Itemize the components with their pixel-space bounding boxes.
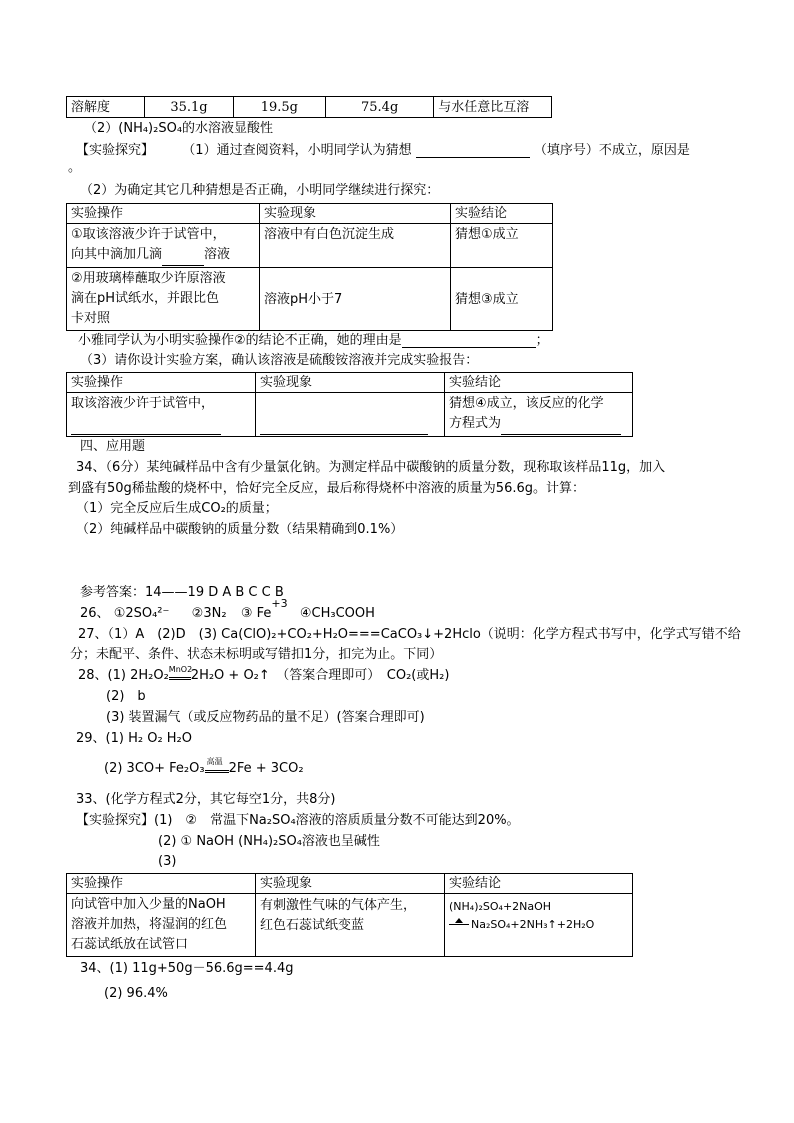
t2-concl-b: 方程式为 bbox=[449, 416, 502, 431]
t1-r2-op-b: 滴在pH试纸水，并跟比色 bbox=[71, 291, 220, 306]
at-heat-symbol bbox=[449, 918, 469, 926]
a26-2: ②3N₂ bbox=[191, 606, 227, 621]
a28-line2: (2) b bbox=[106, 689, 146, 704]
solubility-c3: 75.4g bbox=[326, 97, 434, 118]
a33-line2: (2) ① NaOH (NH₄)₂SO₄溶液也呈碱性 bbox=[158, 834, 380, 849]
q34-line1: 34、（6分）某纯碱样品中含有少量氯化钠。为测定样品中碳酸钠的质量分数，现称取该样品11g，加入 bbox=[76, 460, 666, 475]
t2-header-concl: 实验结论 bbox=[445, 373, 633, 393]
t1-header-op: 实验操作 bbox=[67, 204, 260, 224]
section-4-title: 四、应用题 bbox=[80, 439, 146, 454]
xiaoya-line bbox=[78, 334, 549, 348]
a28-line3: (3) 装置漏气（或反应物药品的量不足）(答案合理即可) bbox=[106, 710, 425, 725]
t1-header-phen: 实验现象 bbox=[260, 204, 451, 224]
a29-line1: 29、(1) H₂ O₂ H₂O bbox=[76, 731, 193, 746]
a26-line bbox=[80, 597, 375, 621]
explore-q1-text: （1）通过查阅资料，小明同学认为猜想 bbox=[182, 143, 412, 158]
solubility-c2: 19.5g bbox=[233, 97, 325, 118]
t1-r1-concl: 猜想①成立 bbox=[451, 224, 553, 268]
a34-line1: 34、(1) 11g+50g－56.6g==4.4g bbox=[80, 961, 294, 976]
a28-l1a: 28、(1) 2H₂O₂ bbox=[78, 668, 169, 683]
answer-table bbox=[66, 873, 633, 957]
t1-r1-op-b: 向其中滴加几滴 bbox=[71, 247, 163, 262]
a29-l2b: 2Fe + 3CO₂ bbox=[228, 761, 304, 776]
a26-3-valence: +3 bbox=[271, 597, 288, 610]
blank-equation[interactable] bbox=[501, 414, 621, 435]
a33-title: 33、(化学方程式2分，其它每空1分，共8分) bbox=[76, 792, 336, 807]
at-op-b: 溶液并加热，将湿润的红色 bbox=[71, 917, 228, 932]
a28-line1 bbox=[78, 665, 450, 683]
explore-label: 【实验探究】 bbox=[76, 143, 155, 158]
blank-op[interactable] bbox=[71, 414, 221, 435]
explore-q2: （2）为确定其它几种猜想是否正确，小明同学继续进行探究： bbox=[80, 183, 440, 198]
a28-l1b: 2H₂O + O₂↑ （答案合理即可） CO₂(或H₂) bbox=[190, 668, 450, 683]
at-concl-b: Na₂SO₄+2NH₃↑+2H₂O bbox=[471, 918, 595, 931]
at-phen-b: 红色石蕊试纸变蓝 bbox=[260, 918, 365, 933]
a29-cond-text: 高温 bbox=[206, 757, 223, 766]
solubility-label: 溶解度 bbox=[67, 97, 145, 118]
a29-line2 bbox=[104, 757, 304, 776]
blank-reagent[interactable] bbox=[162, 245, 204, 266]
q34-line2: 到盛有50g稀盐酸的烧杯中，恰好完全反应，最后称得烧杯中溶液的质量为56.6g。计算： bbox=[68, 481, 585, 496]
t1-header-concl: 实验结论 bbox=[451, 204, 553, 224]
a33-line3: (3) bbox=[158, 854, 177, 869]
a28-arrow-line bbox=[169, 677, 191, 678]
at-phen-a: 有刺激性气味的气体产生， bbox=[260, 898, 417, 913]
blank-guess-number[interactable] bbox=[416, 144, 530, 158]
blank-phenomenon[interactable] bbox=[260, 414, 428, 435]
t1-r2-op-a: ②用玻璃棒蘸取少许原溶液 bbox=[71, 271, 226, 286]
t1-r2-phen: 溶液pH小于7 bbox=[260, 268, 451, 331]
t2-header-phen: 实验现象 bbox=[256, 373, 445, 393]
a27-line1: 27、（1）A (2)D (3) Ca(ClO)₂+CO₂+H₂O===CaCO₃↓+2Hclo（说明：化学方程式书写中，化学式写错不给 bbox=[78, 627, 741, 642]
solubility-table bbox=[66, 96, 552, 118]
a26-3: ③ Fe bbox=[240, 606, 272, 621]
nh4-acid-line: （2）(NH₄)₂SO₄的水溶液显酸性 bbox=[84, 121, 274, 136]
a26-1: ①2SO₄²⁻ bbox=[113, 606, 170, 621]
at-header-op: 实验操作 bbox=[67, 874, 256, 894]
t2-op: 取该溶液少许于试管中， bbox=[71, 396, 215, 411]
t1-r2-concl: 猜想③成立 bbox=[451, 268, 553, 331]
a26-4: ④CH₃COOH bbox=[299, 606, 375, 621]
t1-r1-op-a: ①取该溶液少许于试管中， bbox=[71, 227, 226, 242]
explore-q1-end: 。 bbox=[68, 160, 82, 175]
answers-title: 参考答案：14——19 D A B C C B bbox=[80, 585, 284, 600]
a29-l2a: (2) 3CO+ Fe₂O₃ bbox=[104, 761, 205, 776]
at-op-c: 石蕊试纸放在试管口 bbox=[71, 937, 189, 952]
t1-r2-op-c: 卡对照 bbox=[71, 311, 111, 326]
experiment-table-2 bbox=[66, 372, 633, 437]
blank-reason[interactable] bbox=[402, 334, 536, 348]
q34-sub1: （1）完全反应后生成CO₂的质量； bbox=[76, 501, 278, 516]
a28-condition bbox=[168, 665, 193, 682]
a34-line2: (2) 96.4% bbox=[104, 986, 168, 1001]
at-concl-a: (NH₄)₂SO₄+2NaOH bbox=[449, 900, 552, 913]
t1-r1-op-c: 溶液 bbox=[204, 247, 231, 262]
t2-concl-a: 猜想④成立，该反应的化学 bbox=[449, 396, 604, 411]
q3-line: （3）请你设计实验方案，确认该溶液是硫酸铵溶液并完成实验报告： bbox=[80, 353, 479, 368]
at-header-phen: 实验现象 bbox=[256, 874, 445, 894]
solubility-c1: 35.1g bbox=[145, 97, 233, 118]
explore-q1 bbox=[76, 144, 690, 158]
q34-sub2: （2）纯碱样品中碳酸钠的质量分数（结果精确到0.1%） bbox=[76, 522, 404, 537]
a28-cond-text: MnO2 bbox=[168, 665, 193, 674]
a29-condition bbox=[205, 757, 229, 775]
a33-line1: 【实验探究】(1) ② 常温下Na₂SO₄溶液的溶质质量分数不可能达到20%。 bbox=[76, 813, 520, 828]
a27-line2: 分；未配平、条件、状态未标明或写错扣1分，扣完为止。下同） bbox=[70, 647, 443, 662]
at-op-a: 向试管中加入少量的NaOH bbox=[71, 897, 226, 912]
explore-q1-tail: （填序号）不成立，原因是 bbox=[533, 143, 690, 158]
experiment-table-1 bbox=[66, 203, 553, 331]
solubility-c4: 与水任意比互溶 bbox=[434, 97, 552, 118]
xiaoya-text: 小雅同学认为小明实验操作②的结论不正确，她的理由是 bbox=[78, 333, 402, 348]
a26-num: 26、 bbox=[80, 606, 110, 621]
at-header-concl: 实验结论 bbox=[445, 874, 633, 894]
t1-r1-phen: 溶液中有白色沉淀生成 bbox=[260, 224, 451, 268]
xiaoya-end: ； bbox=[535, 333, 549, 348]
t2-header-op: 实验操作 bbox=[67, 373, 256, 393]
